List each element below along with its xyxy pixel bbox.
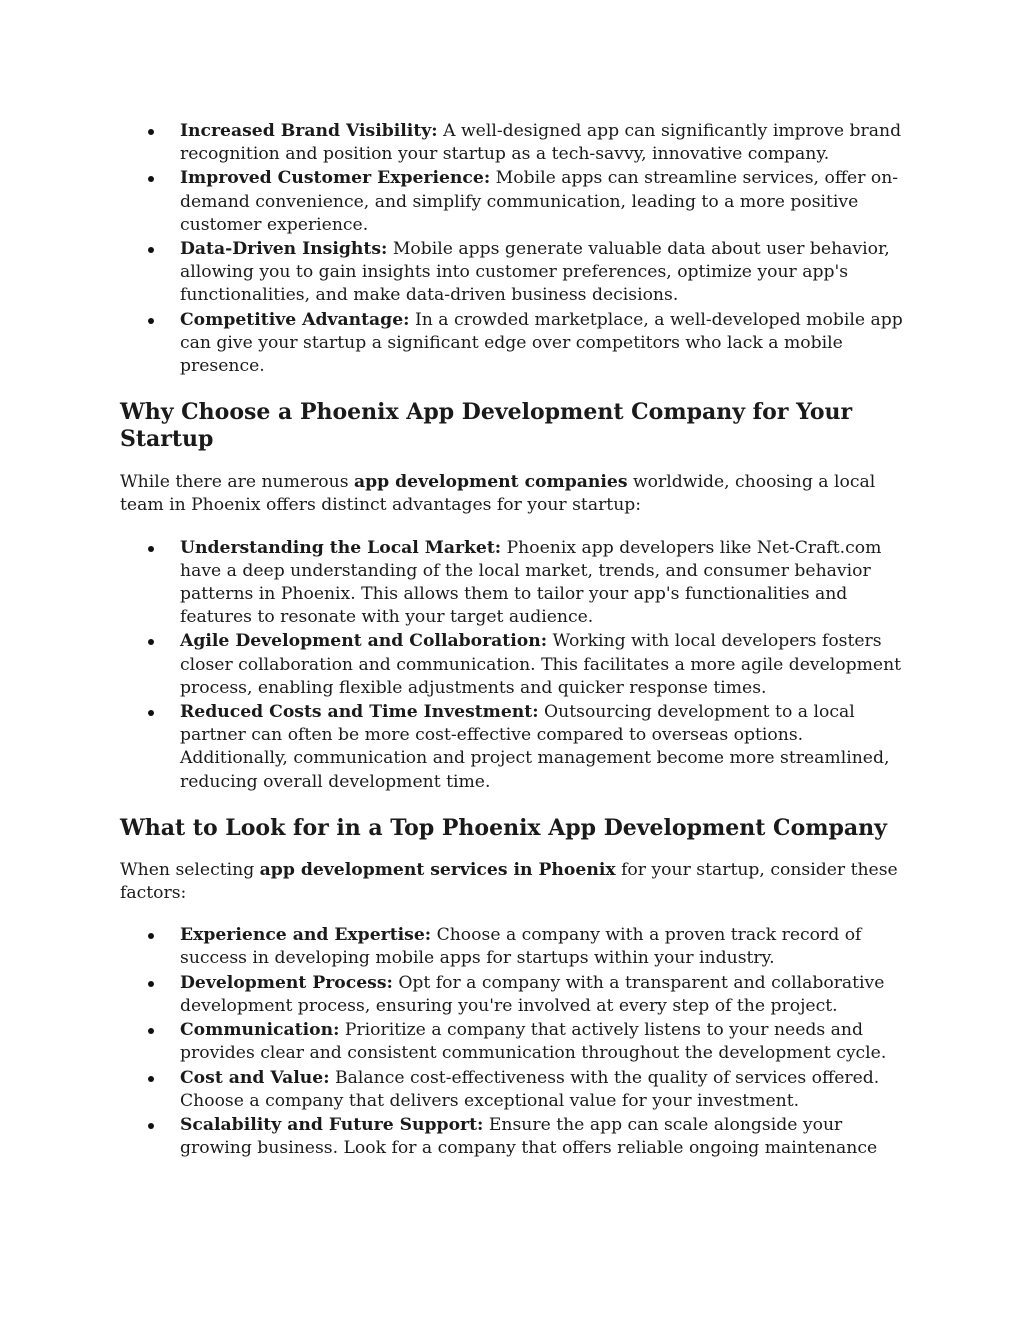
list-item xyxy=(180,1067,910,1113)
list-item-term: Development Process: xyxy=(180,972,393,993)
list-item-text: Phoenix app developers like Net-Craft.com have a deep understanding of the local market, trends, and consumer behavior patterns in Phoenix. This allows them to tailor your app's functionalities and features to resonate with your target audience. xyxy=(180,537,882,628)
list-item-term: Understanding the Local Market: xyxy=(180,537,502,558)
list-item xyxy=(180,972,910,1018)
section-intro-why-choose xyxy=(120,471,910,517)
list-item-text: Choose a company with a proven track record of success in developing mobile apps for startups within your industry. xyxy=(180,925,862,969)
intro-text: When selecting xyxy=(120,859,260,880)
list-item-term: Agile Development and Collaboration: xyxy=(180,631,548,652)
factors-list xyxy=(120,924,910,1160)
section-heading-what-to-look-for: What to Look for in a Top Phoenix App Development Company xyxy=(120,814,887,841)
list-item-term: Increased Brand Visibility: xyxy=(180,121,438,141)
list-item xyxy=(180,1114,910,1160)
list-item-text: Balance cost-effectiveness with the quality of services offered. Choose a company that delivers exceptional value for your investment. xyxy=(180,1067,880,1111)
list-item xyxy=(180,1019,910,1065)
list-item xyxy=(180,924,910,970)
list-item-term: Competitive Advantage: xyxy=(180,309,410,330)
section-intro-what-to-look-for xyxy=(120,859,910,905)
list-item-term: Reduced Costs and Time Investment: xyxy=(180,702,539,723)
list-item-text: Mobile apps generate valuable data about user behavior, allowing you to gain insights into customer preferences, optimize your app's functionalities, and make data-driven business decisions. xyxy=(180,239,890,306)
list-item xyxy=(180,120,910,166)
benefits-list xyxy=(120,120,910,378)
list-item-text: Opt for a company with a transparent and collaborative development process, ensuring you're involved at every step of the project. xyxy=(180,972,885,1016)
intro-text: worldwide, choosing a local team in Phoenix offers distinct advantages for your startup: xyxy=(120,472,876,516)
list-item xyxy=(180,238,910,308)
list-item-text: Prioritize a company that actively listens to your needs and provides clear and consistent communication throughout the development cycle. xyxy=(180,1020,887,1064)
list-item-text: Working with local developers fosters closer collaboration and communication. This facilitates a more agile development process, enabling flexible adjustments and quicker response times. xyxy=(180,631,902,698)
document-page xyxy=(120,120,910,1161)
list-item-term: Data-Driven Insights: xyxy=(180,239,388,260)
list-item xyxy=(180,167,910,237)
intro-text: for your startup, consider these factors: xyxy=(120,859,898,904)
intro-bold-text: app development services in Phoenix xyxy=(259,859,616,880)
intro-text: While there are numerous xyxy=(120,472,354,493)
list-item xyxy=(180,701,910,794)
list-item-text: A well-designed app can significantly improve brand recognition and position your startup as a tech-savvy, innovative company. xyxy=(180,121,902,165)
list-item-text: In a crowded marketplace, a well-developed mobile app can give your startup a significant edge over competitors who lack a mobile presence. xyxy=(180,309,903,377)
list-item-term: Communication: xyxy=(180,1020,340,1041)
list-item xyxy=(180,630,910,700)
list-item xyxy=(180,309,910,379)
section-heading-why-choose: Why Choose a Phoenix App Development Company for Your Startup xyxy=(120,399,853,453)
list-item-term: Improved Customer Experience: xyxy=(180,168,491,189)
list-item-term: Cost and Value: xyxy=(180,1067,330,1088)
list-item-text: Mobile apps can streamline services, offer on-demand convenience, and simplify communication, leading to a more positive customer experience. xyxy=(180,168,899,235)
list-item xyxy=(180,537,910,630)
list-item-text: Outsourcing development to a local partner can often be more cost-effective compared to overseas options. Additionally, communication and project management become more streamlined, reducing overall development time. xyxy=(180,702,890,792)
list-item-term: Experience and Expertise: xyxy=(180,925,432,946)
list-item-text: Ensure the app can scale alongside your growing business. Look for a company that offers reliable ongoing maintenance xyxy=(180,1114,878,1159)
advantages-list xyxy=(120,537,910,794)
intro-bold-text: app development companies xyxy=(354,472,628,493)
list-item-term: Scalability and Future Support: xyxy=(180,1114,484,1135)
